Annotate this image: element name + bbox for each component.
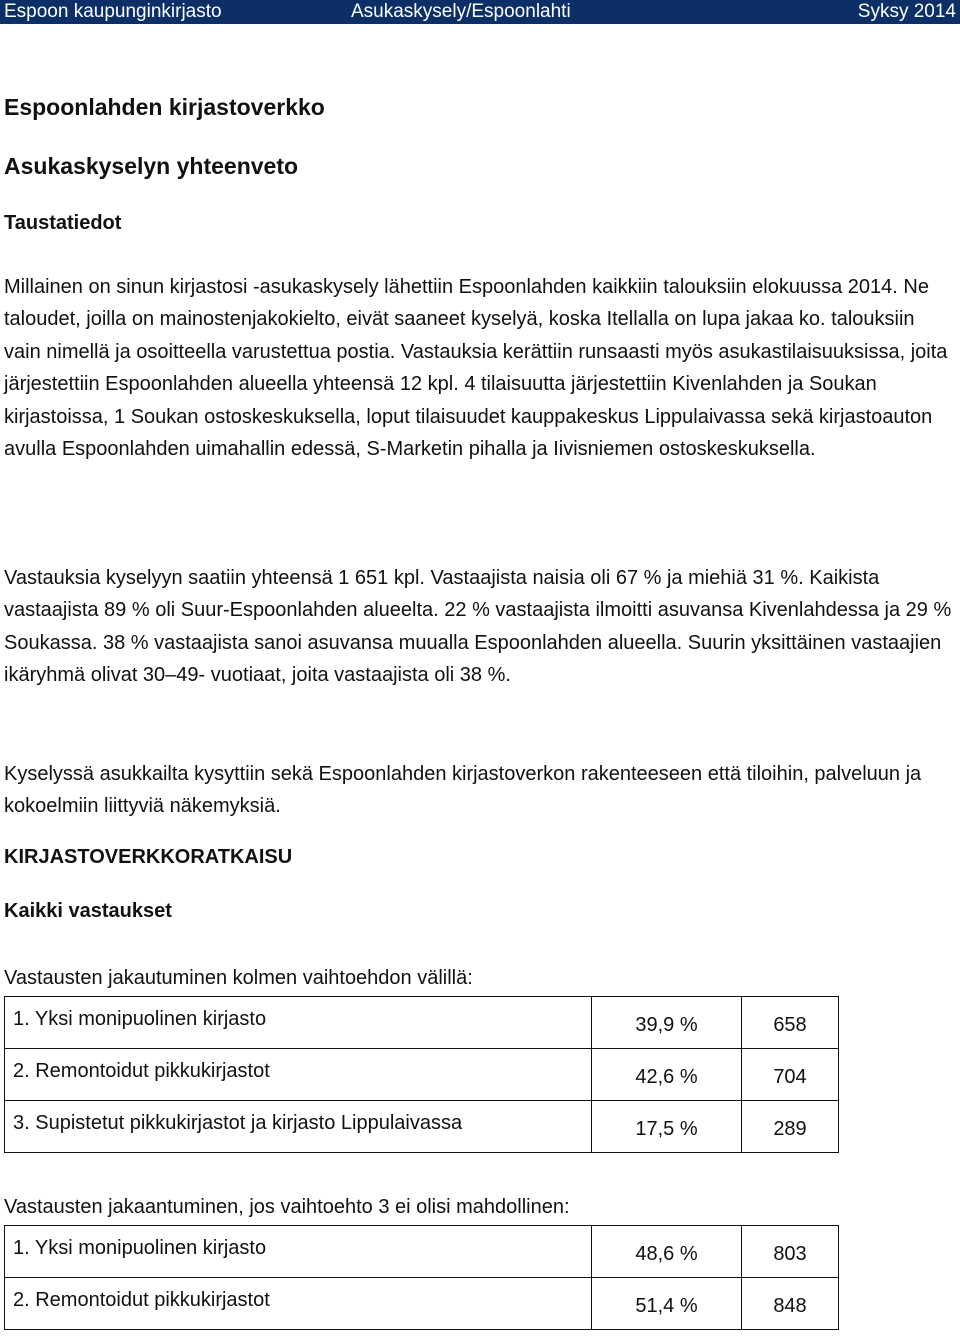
option-cell: 1. Yksi monipuolinen kirjasto (5, 1226, 592, 1278)
header-organization: Espoon kaupunginkirjasto (4, 1, 222, 22)
percent-cell: 17,5 % (592, 1101, 742, 1153)
percent-cell: 48,6 % (592, 1226, 742, 1278)
table2-intro: Vastausten jakaantuminen, jos vaihtoehto 3 ei olisi mahdollinen: (4, 1196, 570, 1218)
percent-cell: 51,4 % (592, 1278, 742, 1330)
section-heading-background: Taustatiedot (4, 212, 122, 234)
table1-intro: Vastausten jakautuminen kolmen vaihtoehdon välillä: (4, 967, 473, 989)
count-cell: 704 (742, 1049, 839, 1101)
results-table-two-options (4, 1225, 839, 1330)
results-table-three-options (4, 996, 839, 1153)
section-heading-all-responses: Kaikki vastaukset (4, 900, 172, 922)
table-row (5, 997, 839, 1049)
table-row (5, 1278, 839, 1330)
page-title: Espoonlahden kirjastoverkko (4, 94, 325, 120)
table-row (5, 1049, 839, 1101)
header-document-name: Asukaskysely/Espoonlahti (351, 1, 571, 22)
option-cell: 1. Yksi monipuolinen kirjasto (5, 997, 592, 1049)
paragraph-background: Millainen on sinun kirjastosi -asukaskysely lähettiin Espoonlahden kaikkiin talouksiin elokuussa 2014. Ne taloudet, joilla on mainostenjakokielto, eivät saaneet kyselyä, koska Itellalla on lupa jakaa ko. talouksiin vain nimellä ja osoitteella varustettua postia. Vastauksia kerättiin runsaasti myös asukastilaisuuksissa, joita järjestettiin Espoonlahden alueella yhteensä 12 kpl. 4 tilaisuutta järjestettiin Kivenlahden ja Soukan kirjastoissa, 1 Soukan ostoskeskuksella, loput tilaisuudet kauppakeskus Lippulaivassa sekä kirjastoauton avulla Espoonlahden uimahallin edessä, S-Marketin pihalla ja Iivisniemen ostoskeskuksella. (4, 276, 948, 461)
percent-cell: 39,9 % (592, 997, 742, 1049)
paragraph-respondents: Vastauksia kyselyyn saatiin yhteensä 1 651 kpl. Vastaajista naisia oli 67 % ja miehiä 31 %. Kaikista vastaajista 89 % oli Suur-Espoonlahden alueelta. 22 % vastaajista ilmoitti asuvansa Kivenlahdessa ja 29 % Soukassa. 38 % vastaajista sanoi asuvansa muualla Espoonlahden alueella. Suurin yksittäinen vastaajien ikäryhmä olivat 30–49- vuotiaat, joita vastaajista oli 38 %. (4, 567, 952, 687)
percent-cell: 42,6 % (592, 1049, 742, 1101)
count-cell: 803 (742, 1226, 839, 1278)
option-cell: 2. Remontoidut pikkukirjastot (5, 1278, 592, 1330)
table-row (5, 1226, 839, 1278)
running-header (0, 0, 960, 24)
option-cell: 2. Remontoidut pikkukirjastot (5, 1049, 592, 1101)
count-cell: 848 (742, 1278, 839, 1330)
option-cell: 3. Supistetut pikkukirjastot ja kirjasto Lippulaivassa (5, 1101, 592, 1153)
table-row (5, 1101, 839, 1153)
page-subtitle: Asukaskyselyn yhteenveto (4, 153, 299, 179)
paragraph-topics: Kyselyssä asukkailta kysyttiin sekä Espoonlahden kirjastoverkon rakenteeseen että tiloihin, palveluun ja kokoelmiin liittyviä näkemyksiä. (4, 763, 922, 818)
count-cell: 289 (742, 1101, 839, 1153)
section-heading-network: KIRJASTOVERKKORATKAISU (4, 846, 293, 868)
count-cell: 658 (742, 997, 839, 1049)
header-season: Syksy 2014 (857, 1, 956, 22)
